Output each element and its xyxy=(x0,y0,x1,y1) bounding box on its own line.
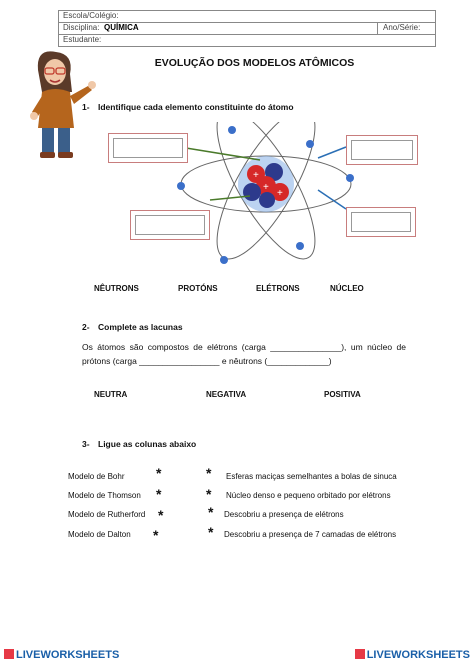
footer-logo-left xyxy=(4,649,119,669)
option-eletrons[interactable]: ELÉTRONS xyxy=(256,284,300,293)
answer-box-2[interactable] xyxy=(346,135,418,165)
grade-label: Ano/Série: xyxy=(383,23,421,32)
student-label: Estudante: xyxy=(63,35,102,44)
q1-text: Identifique cada elemento constituinte do átomo xyxy=(98,102,294,112)
left-connector-1[interactable]: * xyxy=(156,465,162,481)
option-neutra[interactable]: NEUTRA xyxy=(94,390,128,399)
option-neutrons[interactable]: NÊUTRONS xyxy=(94,284,139,293)
discipline-label: Disciplina: xyxy=(63,23,100,32)
left-item-bohr: Modelo de Bohr xyxy=(68,472,125,481)
q1-number: 1- xyxy=(82,102,90,112)
left-item-thomson: Modelo de Thomson xyxy=(68,491,141,500)
answer-box-4[interactable] xyxy=(346,207,416,237)
liveworksheets-icon xyxy=(355,649,365,659)
svg-text:+: + xyxy=(263,182,269,193)
footer-logo-right xyxy=(355,649,470,669)
option-negativa[interactable]: NEGATIVA xyxy=(206,390,247,399)
q2-line1: Os átomos são compostos de elétrons (carga _______________), um núcleo de xyxy=(82,342,406,352)
q2-text: Complete as lacunas xyxy=(98,322,183,332)
answer-box-1[interactable] xyxy=(108,133,188,163)
footer-brand-right: LIVEWORKSHEETS xyxy=(366,649,470,661)
discipline-value: QUÍMICA xyxy=(104,23,139,32)
left-connector-2[interactable]: * xyxy=(156,486,162,502)
left-item-dalton: Modelo de Dalton xyxy=(68,530,131,539)
right-item-4: Descobriu a presença de 7 camadas de elétrons xyxy=(224,530,397,539)
right-item-1: Esferas maciças semelhantes a bolas de sinuca xyxy=(226,472,397,481)
right-item-2: Núcleo denso e pequeno orbitado por elétrons xyxy=(226,491,391,500)
right-connector-3[interactable]: * xyxy=(208,504,214,520)
right-connector-2[interactable]: * xyxy=(206,486,212,502)
option-positiva[interactable]: POSITIVA xyxy=(324,390,361,399)
left-item-rutherford: Modelo de Rutherford xyxy=(68,510,146,519)
q2-line2: prótons (carga _________________ e nêutrons (_____________) xyxy=(82,356,332,366)
right-connector-1[interactable]: * xyxy=(206,465,212,481)
page-title: EVOLUÇÃO DOS MODELOS ATÔMICOS xyxy=(154,57,355,69)
svg-text:+: + xyxy=(277,188,283,199)
q2-number: 2- xyxy=(82,322,90,332)
q3-number: 3- xyxy=(82,439,90,449)
left-connector-3[interactable]: * xyxy=(158,507,164,523)
school-label: Escola/Colégio: xyxy=(63,11,119,20)
right-item-3: Descobriu a presença de elétrons xyxy=(224,510,344,519)
q3-text: Ligue as colunas abaixo xyxy=(98,439,197,449)
answer-box-3[interactable] xyxy=(130,210,210,240)
option-protons[interactable]: PROTÓNS xyxy=(178,284,218,293)
footer-brand-left: LIVEWORKSHEETS xyxy=(16,649,120,661)
left-connector-4[interactable]: * xyxy=(153,527,159,543)
svg-text:+: + xyxy=(253,170,259,181)
right-connector-4[interactable]: * xyxy=(208,524,214,540)
option-nucleo[interactable]: NÚCLEO xyxy=(330,284,364,293)
liveworksheets-icon xyxy=(4,649,14,659)
